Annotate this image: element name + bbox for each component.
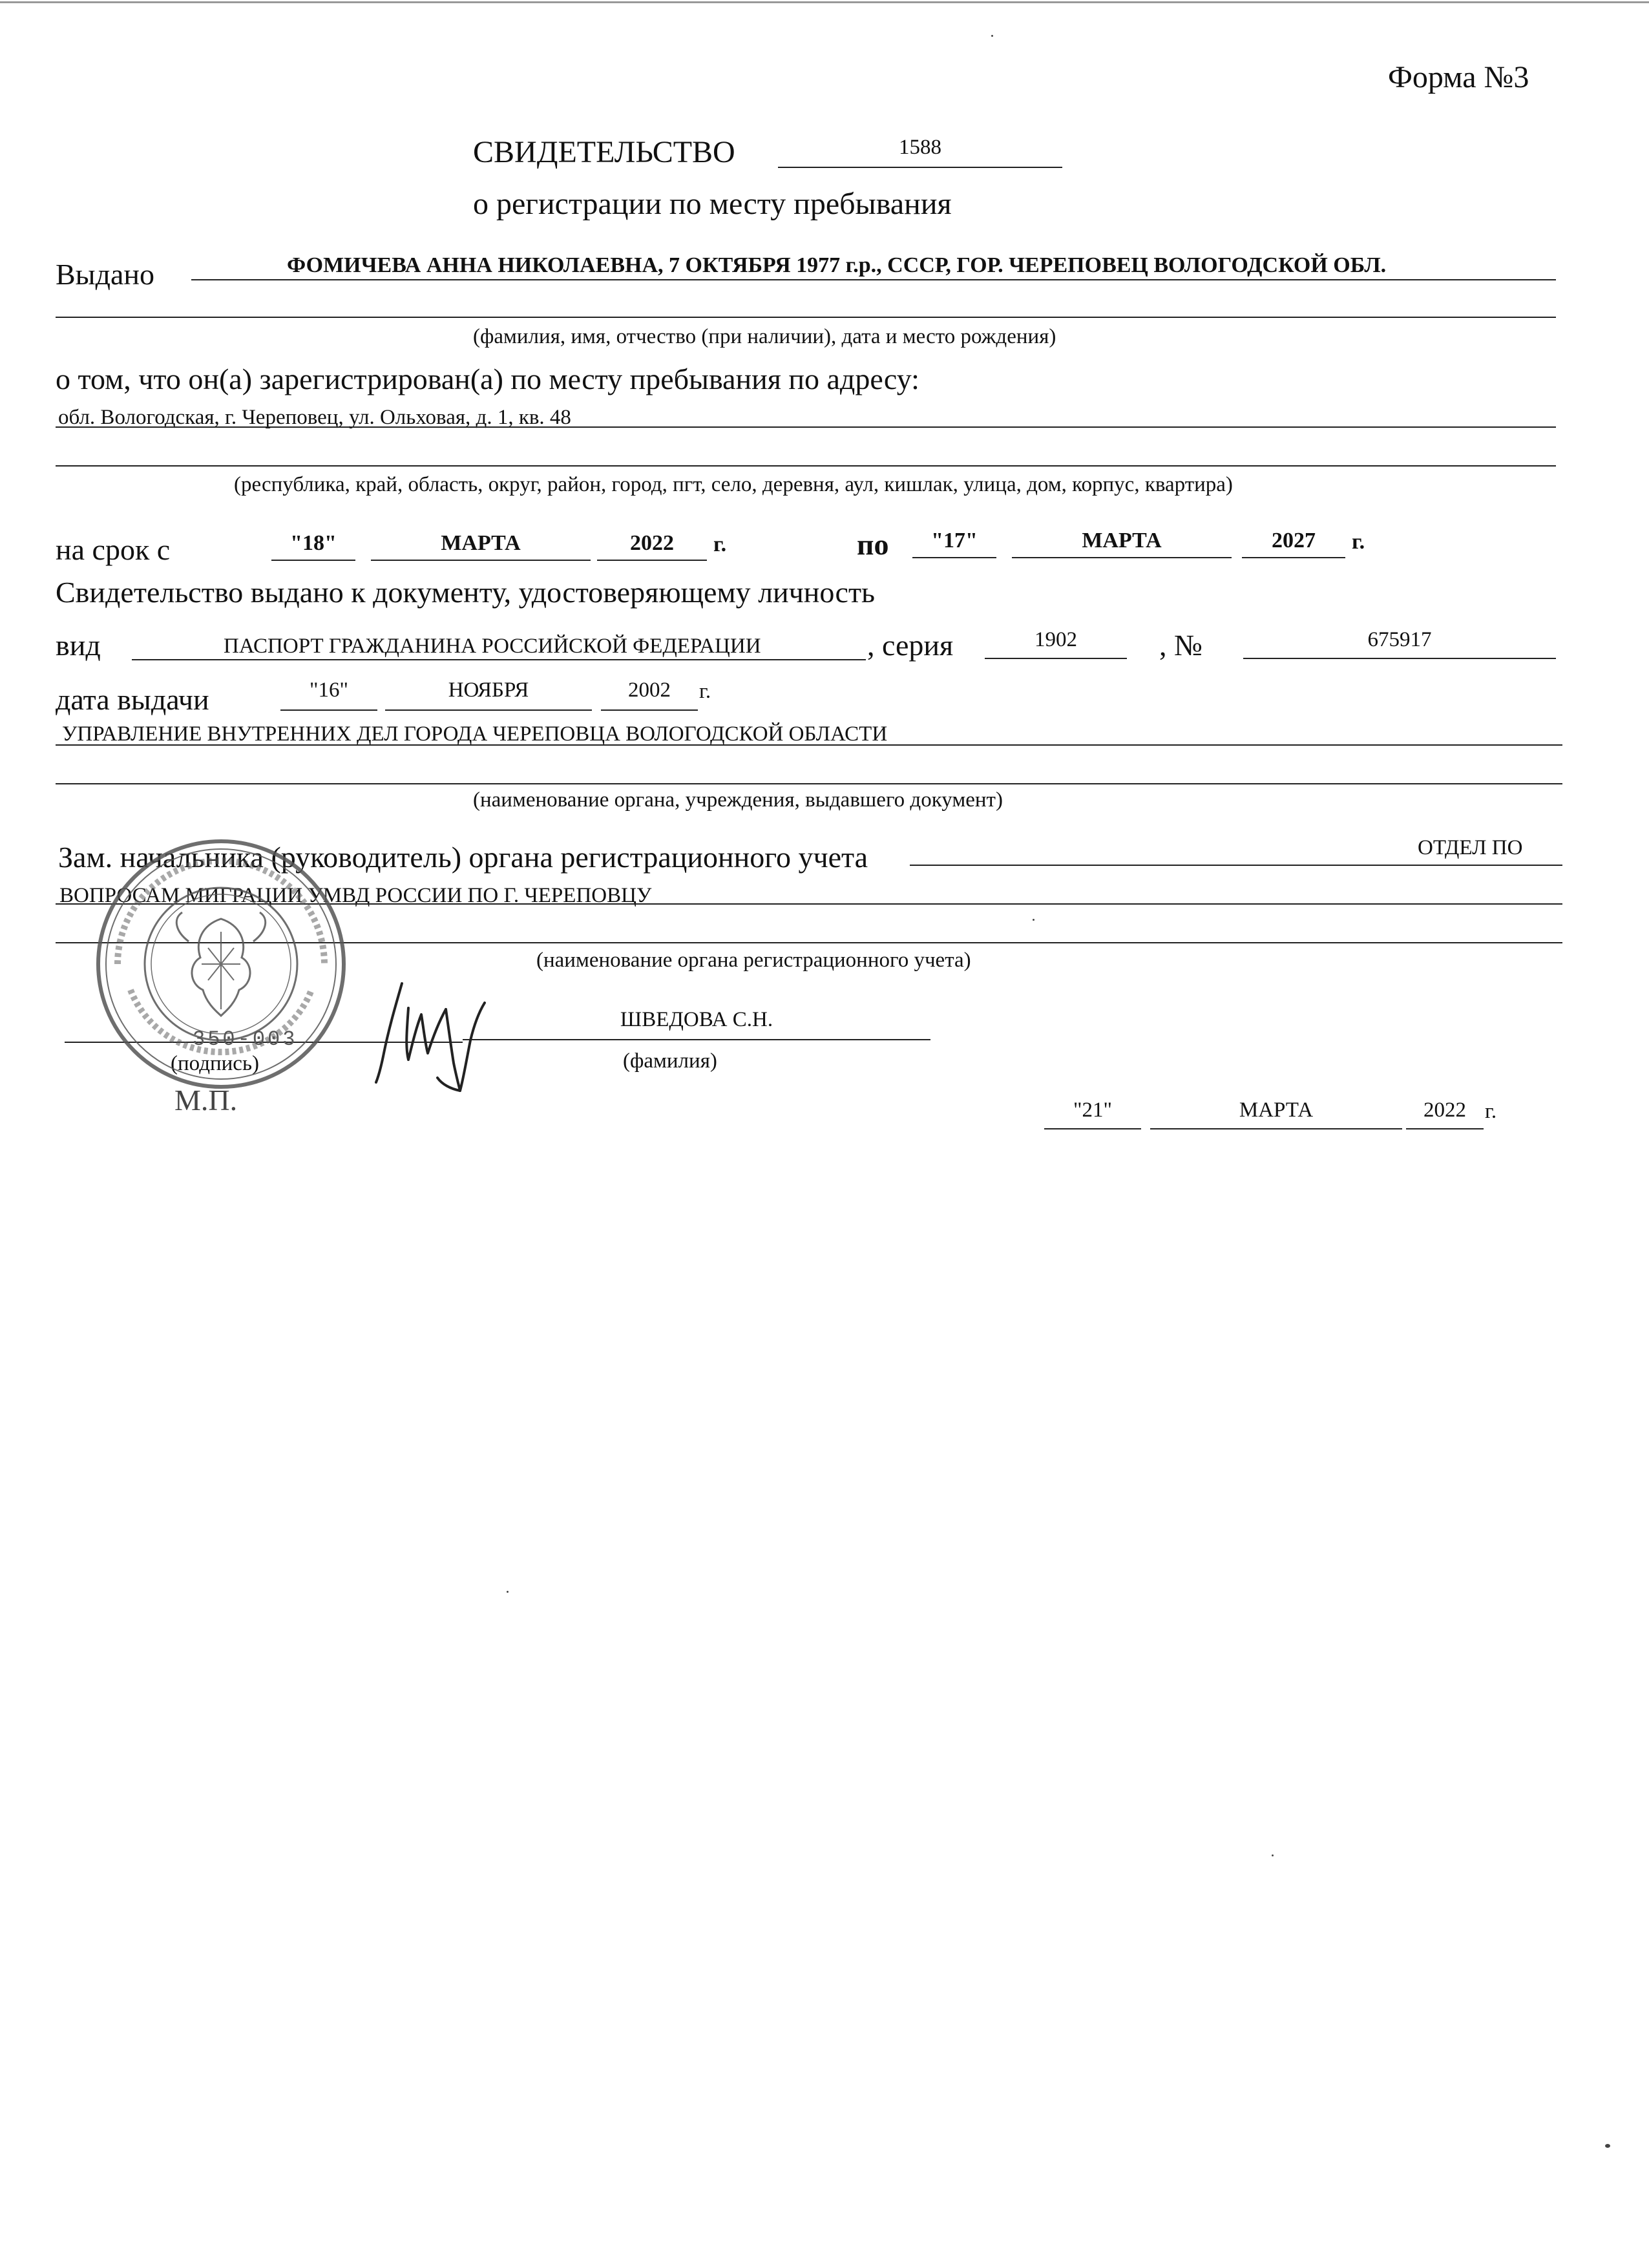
- doc-kind-line: [132, 659, 866, 660]
- doc-issue-month-line: [385, 709, 592, 711]
- doc-issuer-line-2: [56, 783, 1562, 784]
- certificate-number: 1588: [899, 136, 941, 159]
- caption-reg-body: (наименование органа регистрационного учета): [536, 949, 971, 972]
- caption-signature: (подпись): [171, 1052, 259, 1075]
- reg-body-line-1: ОТДЕЛ ПО: [1418, 836, 1523, 859]
- doc-number-label: , №: [1159, 629, 1203, 662]
- period-from-year-line: [597, 560, 707, 561]
- doc-issue-year-line: [601, 709, 698, 711]
- address-line-2: [56, 465, 1556, 467]
- reg-body-line-1-rule: [910, 865, 1562, 866]
- issued-to-line-2: [56, 317, 1556, 318]
- surname-line: [463, 1039, 930, 1040]
- period-to-day-line: [912, 557, 996, 558]
- period-to-day: "17": [931, 529, 978, 552]
- issued-label: Выдано: [56, 258, 155, 291]
- period-to-year: 2027: [1272, 529, 1316, 552]
- caption-address: (республика, край, область, округ, район, город, пгт, село, деревня, аул, кишлак, улица, дом, корпус, квартира): [234, 473, 1233, 496]
- signed-year-suffix: г.: [1485, 1100, 1497, 1123]
- period-to-label: по: [857, 528, 889, 561]
- reg-body-line-2: ВОПРОСАМ МИГРАЦИИ УМВД РОССИИ ПО Г. ЧЕРЕПОВЦУ: [59, 884, 652, 907]
- certificate-number-line: [778, 167, 1062, 168]
- scan-speck: [991, 35, 993, 37]
- doc-issue-year: 2002: [628, 678, 671, 702]
- signed-year: 2022: [1423, 1098, 1466, 1122]
- doc-series-value: 1902: [1035, 628, 1077, 651]
- caption-issuer: (наименование органа, учреждения, выдавшего документ): [473, 788, 1003, 812]
- address-line: [56, 426, 1556, 428]
- certificate-subtitle: о регистрации по месту пребывания: [473, 187, 952, 221]
- stamp-number: 350-003: [193, 1027, 298, 1051]
- handwritten-signature: [370, 969, 518, 1098]
- scan-speck: [1272, 1854, 1274, 1856]
- doc-issue-year-suffix: г.: [699, 680, 711, 703]
- signed-month-line: [1150, 1128, 1402, 1129]
- scan-speck: [1605, 2144, 1610, 2148]
- period-from-label: на срок с: [56, 533, 171, 566]
- certificate-title: СВИДЕТЕЛЬСТВО: [473, 135, 735, 169]
- doc-issued-text: Свидетельство выдано к документу, удостоверяющему личность: [56, 576, 876, 609]
- signed-year-line: [1406, 1128, 1484, 1129]
- official-stamp: [92, 835, 350, 1093]
- doc-number-value: 675917: [1367, 628, 1432, 651]
- issued-to-value: ФОМИЧЕВА АННА НИКОЛАЕВНА, 7 ОКТЯБРЯ 1977 г.р., СССР, ГОР. ЧЕРЕПОВЕЦ ВОЛОГОДСКОЙ ОБЛ.: [287, 253, 1387, 277]
- address-value: обл. Вологодская, г. Череповец, ул. Ольховая, д. 1, кв. 48: [58, 406, 571, 429]
- top-scan-edge: [0, 1, 1649, 3]
- doc-series-label: , серия: [867, 629, 954, 662]
- period-to-month-line: [1012, 557, 1232, 558]
- issued-to-line: [191, 279, 1556, 280]
- stamp-place-label: М.П.: [174, 1084, 238, 1117]
- period-from-year-suffix: г.: [713, 532, 727, 556]
- signed-month: МАРТА: [1239, 1098, 1314, 1122]
- doc-kind-label: вид: [56, 629, 101, 662]
- signer-surname: ШВЕДОВА С.Н.: [620, 1008, 773, 1031]
- period-from-month-line: [371, 560, 591, 561]
- period-to-month: МАРТА: [1082, 529, 1162, 552]
- doc-series-line: [985, 658, 1127, 659]
- doc-issuer-line: [56, 744, 1562, 746]
- doc-issue-day-line: [280, 709, 377, 711]
- registered-text: о том, что он(а) зарегистрирован(а) по месту пребывания по адресу:: [56, 362, 919, 395]
- doc-issue-date-label: дата выдачи: [56, 683, 209, 716]
- doc-issuer-value: УПРАВЛЕНИЕ ВНУТРЕННИХ ДЕЛ ГОРОДА ЧЕРЕПОВЦА ВОЛОГОДСКОЙ ОБЛАСТИ: [62, 722, 888, 746]
- period-to-year-suffix: г.: [1352, 530, 1365, 554]
- period-from-month: МАРТА: [441, 531, 521, 555]
- period-from-day: "18": [290, 531, 337, 555]
- scan-speck: [507, 1591, 509, 1593]
- caption-surname: (фамилия): [623, 1049, 717, 1073]
- signed-day-line: [1044, 1128, 1141, 1129]
- head-label: Зам. начальника (руководитель) органа регистрационного учета: [58, 841, 868, 874]
- doc-issue-month: НОЯБРЯ: [448, 678, 529, 702]
- period-from-year: 2022: [630, 531, 674, 555]
- caption-person: (фамилия, имя, отчество (при наличии), дата и место рождения): [473, 325, 1056, 348]
- doc-issue-day: "16": [310, 678, 348, 702]
- doc-kind-value: ПАСПОРТ ГРАЖДАНИНА РОССИЙСКОЙ ФЕДЕРАЦИИ: [224, 635, 761, 658]
- signed-day: "21": [1073, 1098, 1112, 1122]
- scan-speck: [1033, 919, 1035, 921]
- doc-number-line: [1243, 658, 1556, 659]
- period-to-year-line: [1242, 557, 1345, 558]
- form-number: Форма №3: [1388, 60, 1529, 94]
- period-from-day-line: [271, 560, 355, 561]
